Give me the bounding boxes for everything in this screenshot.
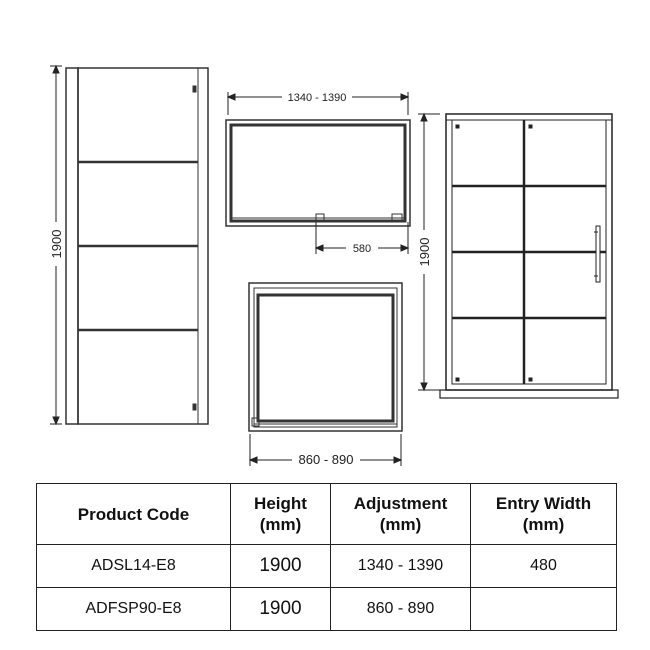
spec-table-header-row [37,484,617,545]
header-height-label: Height [254,494,307,513]
header-entry-width-unit: (mm) [522,515,565,534]
cell-entry-width: 480 [471,545,617,588]
cell-product-code: ADSL14-E8 [37,545,231,588]
door-height-label: 1900 [417,237,432,267]
cell-adjustment: 1340 - 1390 [331,545,471,588]
cell-adjustment: 860 - 890 [331,588,471,631]
plan-view-top [226,120,410,226]
spec-table [36,483,617,631]
entry-offset-label: 580 [352,243,372,255]
header-product-code-label: Product Code [77,504,190,524]
side-panel-height-label: 1900 [49,229,64,259]
table-row [37,545,617,588]
cell-height: 1900 [231,545,331,588]
header-product-code [37,484,231,545]
header-adjustment [331,484,471,545]
cell-product-code: ADFSP90-E8 [37,588,231,631]
header-height-unit: (mm) [259,515,302,534]
side-panel-elevation [66,68,208,424]
header-entry-width-label: Entry Width [495,494,592,513]
table-row [37,588,617,631]
top-width-label: 1340 - 1390 [287,92,347,104]
cell-entry-width [471,588,617,631]
header-adjustment-label: Adjustment [353,494,448,513]
plan-view-bottom [249,283,402,431]
bottom-width-label: 860 - 890 [298,452,354,467]
header-height [231,484,331,545]
header-adjustment-unit: (mm) [379,515,422,534]
header-entry-width [471,484,617,545]
cell-height: 1900 [231,588,331,631]
door-elevation [440,114,618,398]
